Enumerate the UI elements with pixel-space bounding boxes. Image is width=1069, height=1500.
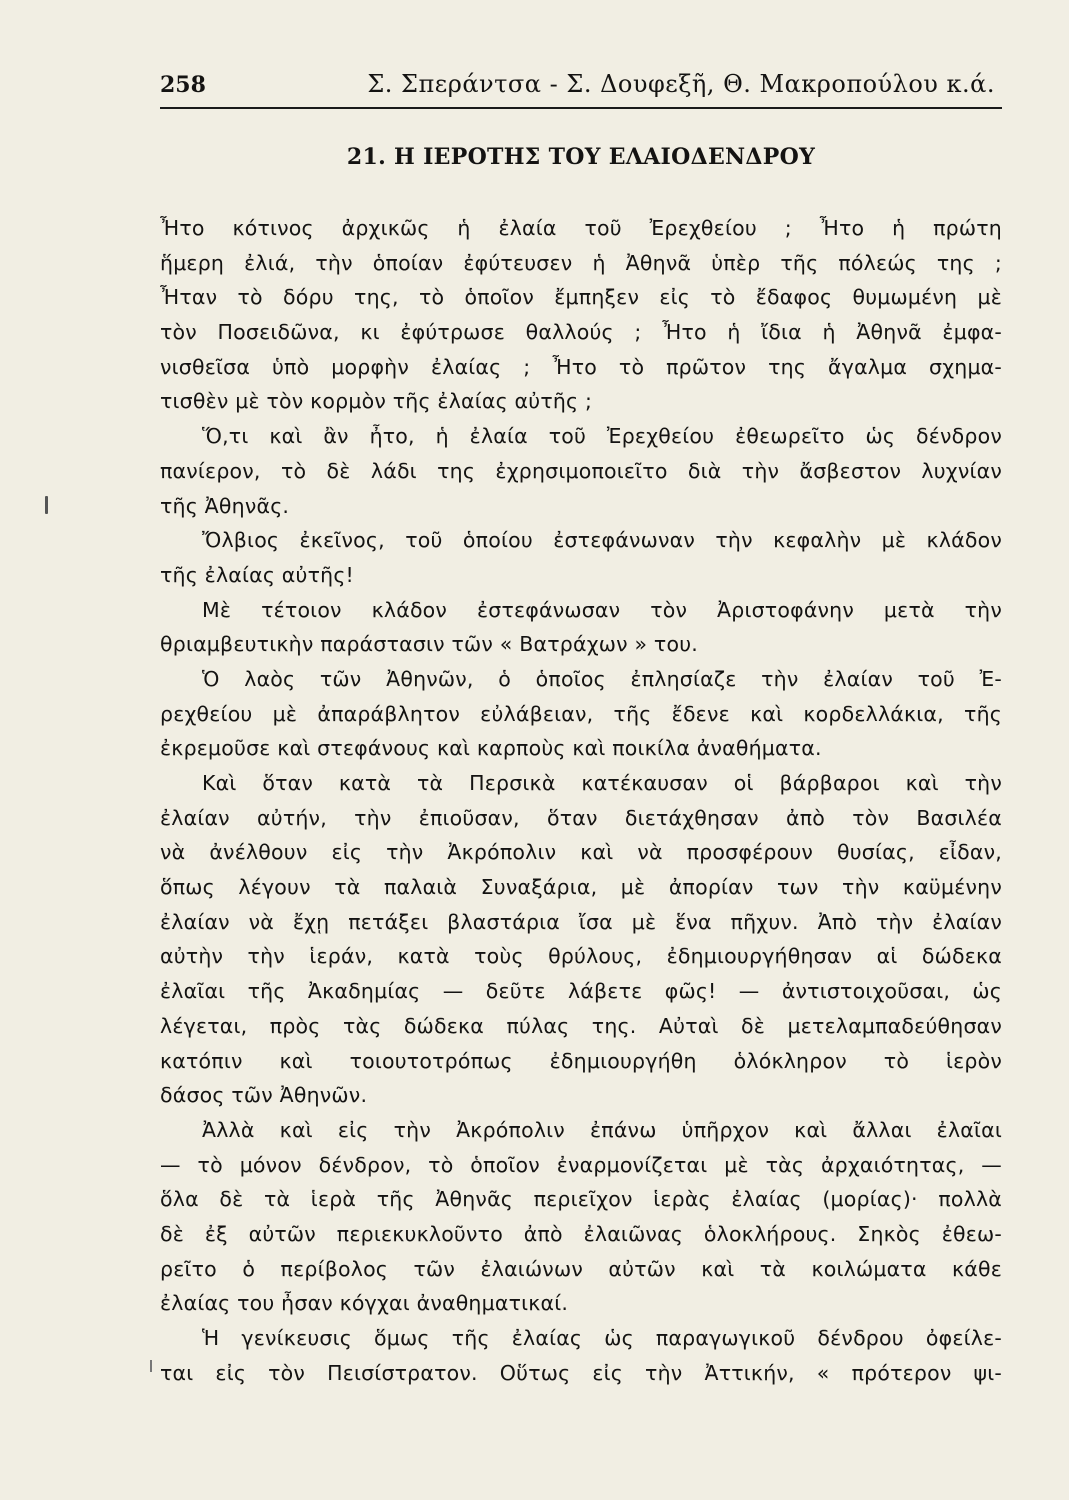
text-line: Ὄλβιος ἐκεῖνος, τοῦ ὁποίου ἐστεφάνωναν τὴν κεφαλὴν μὲ κλάδον — [202, 528, 1002, 553]
text-line: ρεῖτο ὁ περίβολος τῶν ἐλαιώνων αὐτῶν καὶ τὰ κοιλώματα κάθε — [160, 1256, 1002, 1281]
margin-mark — [45, 496, 48, 514]
text-line: Καὶ ὅταν κατὰ τὰ Περσικὰ κατέκαυσαν οἱ βάρβαροι καὶ τὴν — [202, 771, 1002, 795]
text-line: νὰ ἀνέλθουν εἰς τὴν Ἀκρόπολιν καὶ νὰ προσφέρουν θυσίας, εἶδαν, — [160, 840, 1002, 865]
text-line: τῆς ἐλαίας αὐτῆς! — [160, 562, 354, 587]
text-line: ἐλαίας του ἦσαν κόγχαι ἀναθηματικαί. — [160, 1291, 569, 1316]
text-line: — τὸ μόνον δένδρον, τὸ ὁποῖον ἐναρμονίζεται μὲ τὰς ἀρχαιότητας, — — [160, 1152, 1002, 1177]
text-line: Ὅ,τι καὶ ἂν ἦτο, ἡ ἐλαία τοῦ Ἐρεχθείου ἐθεωρεῖτο ὡς δένδρον — [202, 424, 1002, 449]
page-header — [160, 68, 1005, 104]
text-line: Ἀλλὰ καὶ εἰς τὴν Ἀκρόπολιν ἐπάνω ὑπῆρχον καὶ ἄλλαι ἐλαῖαι — [202, 1117, 1002, 1142]
margin-mark — [150, 1360, 152, 1372]
body-text — [160, 211, 1002, 1390]
header-rule — [160, 107, 1002, 109]
page-number: 258 — [160, 72, 206, 98]
text-line: Ἦτο κότινος ἀρχικῶς ἡ ἐλαία τοῦ Ἐρεχθείου ; Ἦτο ἡ πρώτη — [160, 216, 1002, 240]
text-line: λέγεται, πρὸς τὰς δώδεκα πύλας της. Αὐταὶ δὲ μετελαμπαδεύθησαν — [160, 1013, 1002, 1038]
text-line: ὅλα δὲ τὰ ἱερὰ τῆς Ἀθηνᾶς περιεῖχον ἱερὰς ἐλαίας (μορίας)· πολλὰ — [160, 1187, 1002, 1212]
text-line: ὅπως λέγουν τὰ παλαιὰ Συναξάρια, μὲ ἀπορίαν των τὴν καϋμένην — [160, 875, 1002, 900]
text-line: ἐλαίαν αὐτήν, τὴν ἐπιοῦσαν, ὅταν διετάχθησαν ἀπὸ τὸν Βασιλέα — [160, 805, 1002, 830]
text-line: ρεχθείου μὲ ἀπαράβλητον εὐλάβειαν, τῆς ἔδενε καὶ κορδελλάκια, τῆς — [160, 701, 1002, 726]
chapter-title: 21. Η ΙΕΡΟΤΗΣ ΤΟΥ ΕΛΑΙΟΔΕΝΔΡΟΥ — [346, 144, 816, 170]
text-line: τῆς Ἀθηνᾶς. — [160, 493, 290, 518]
text-line: ἐλαίαν νὰ ἔχῃ πετάξει βλαστάρια ἴσα μὲ ἕνα πῆχυν. Ἀπὸ τὴν ἐλαίαν — [160, 909, 1002, 934]
text-line: Μὲ τέτοιον κλάδον ἐστεφάνωσαν τὸν Ἀριστοφάνην μετὰ τὴν — [202, 597, 1002, 622]
text-line: αὐτὴν τὴν ἱεράν, κατὰ τοὺς θρύλους, ἐδημιουργήθησαν αἱ δώδεκα — [160, 944, 1002, 969]
text-line: κατόπιν καὶ τοιουτοτρόπως ἐδημιουργήθη ὁλόκληρον τὸ ἱερὸν — [160, 1048, 1002, 1073]
text-line: ἥμερη ἐλιά, τὴν ὁποίαν ἐφύτευσεν ἡ Ἀθηνᾶ ὑπὲρ τῆς πόλεώς της ; — [160, 250, 1002, 275]
text-line: νισθεῖσα ὑπὸ μορφὴν ἐλαίας ; Ἦτο τὸ πρῶτον της ἄγαλμα σχημα- — [160, 354, 1002, 379]
text-line: Ἦταν τὸ δόρυ της, τὸ ὁποῖον ἔμπηξεν εἰς τὸ ἔδαφος θυμωμένη μὲ — [160, 285, 1002, 310]
text-line: δάσος τῶν Ἀθηνῶν. — [160, 1083, 368, 1108]
text-line: θριαμβευτικὴν παράστασιν τῶν « Βατράχων » του. — [160, 632, 698, 657]
text-line: πανίερον, τὸ δὲ λάδι της ἐχρησιμοποιεῖτο διὰ τὴν ἄσβεστον λυχνίαν — [160, 458, 1002, 483]
running-head: Σ. Σπεράντσα - Σ. Δουφεξῆ, Θ. Μακροπούλου κ.ά. — [367, 70, 995, 98]
text-line: δὲ ἐξ αὐτῶν περιεκυκλοῦντο ἀπὸ ἐλαιῶνας ὁλοκλήρους. Σηκὸς ἐθεω- — [160, 1221, 1002, 1246]
text-line: ἐκρεμοῦσε καὶ στεφάνους καὶ καρποὺς καὶ ποικίλα ἀναθήματα. — [160, 736, 822, 761]
text-line: τισθὲν μὲ τὸν κορμὸν τῆς ἐλαίας αὐτῆς ; — [160, 389, 593, 414]
text-line: ται εἰς τὸν Πεισίστρατον. Οὕτως εἰς τὴν Ἀττικήν, « πρότερον ψι- — [160, 1360, 1002, 1385]
text-line: ἐλαῖαι τῆς Ἀκαδημίας — δεῦτε λάβετε φῶς! — ἀντιστοιχοῦσαι, ὡς — [160, 979, 1002, 1004]
text-line: Ὁ λαὸς τῶν Ἀθηνῶν, ὁ ὁποῖος ἐπλησίαζε τὴν ἐλαίαν τοῦ Ἐ- — [202, 666, 1002, 691]
text-line: τὸν Ποσειδῶνα, κι ἐφύτρωσε θαλλούς ; Ἦτο ἡ ἴδια ἡ Ἀθηνᾶ ἐμφα- — [160, 320, 1002, 345]
text-line: Ἡ γενίκευσις ὅμως τῆς ἐλαίας ὡς παραγωγικοῦ δένδρου ὀφείλε- — [202, 1326, 1002, 1350]
